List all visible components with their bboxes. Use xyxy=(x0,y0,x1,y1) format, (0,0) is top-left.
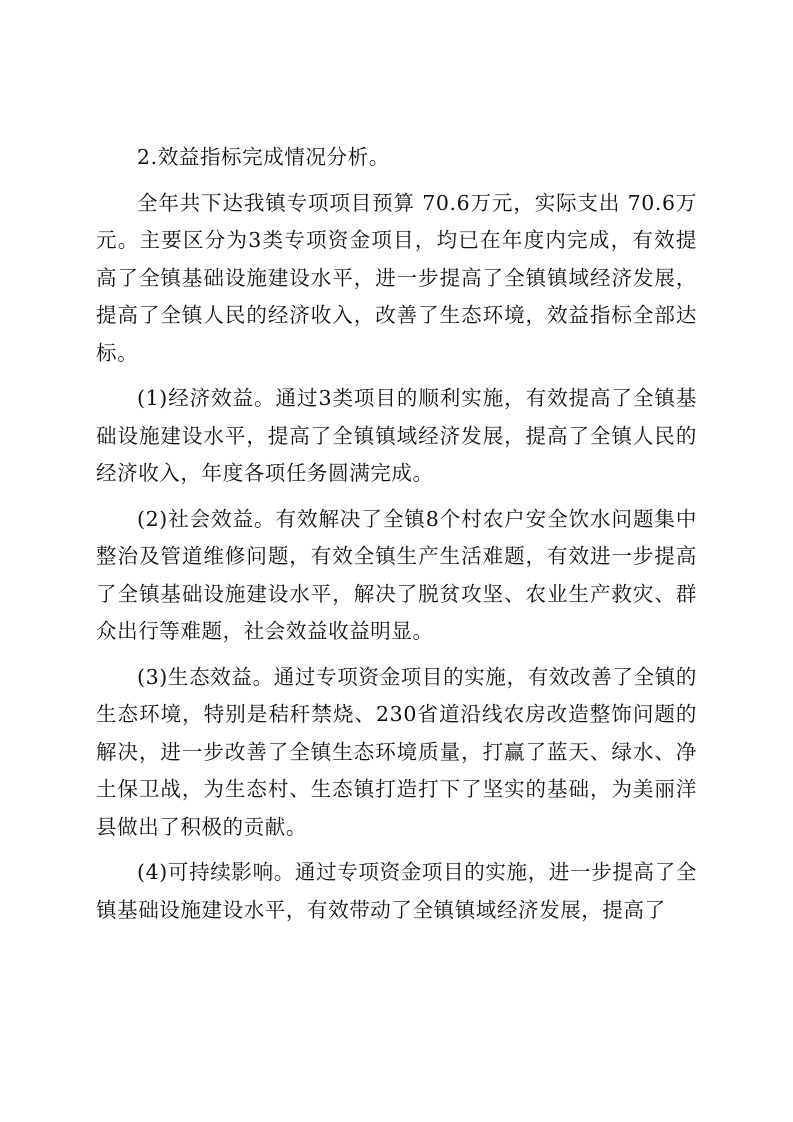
paragraph-ecological-benefit: (3)生态效益。通过专项资金项目的实施，有效改善了全镇的生态环境，特别是秸秆禁烧、230省道沿线农房改造整饰问题的解决，进一步改善了全镇生态环境质量，打赢了蓝天、绿水、净土保卫战，为生态村、生态镇打造打下了坚实的基础，为美丽洋县做出了积极的贡献。 xyxy=(96,664,697,839)
paragraph-sustainable-impact: (4)可持续影响。通过专项资金项目的实施，进一步提高了全镇基础设施建设水平，有效带动了全镇镇域经济发展，提高了 xyxy=(96,860,697,922)
section-heading: 2.效益指标完成情况分析。 xyxy=(137,145,390,169)
paragraph-social-benefit: (2)社会效益。有效解决了全镇8个村农户安全饮水问题集中整治及管道维修问题，有效全镇生产生活难题，有效进一步提高了全镇基础设施建设水平，解决了脱贫攻坚、农业生产救灾、群众出行等难题，社会效益收益明显。 xyxy=(96,506,697,643)
paragraph-economic-benefit: (1)经济效益。通过3类项目的顺利实施，有效提高了全镇基础设施建设水平，提高了全镇镇域经济发展，提高了全镇人民的经济收入，年度各项任务圆满完成。 xyxy=(96,386,697,485)
paragraph-summary: 全年共下达我镇专项项目预算 70.6万元，实际支出 70.6万元。主要区分为3类专项资金项目，均已在年度内完成，有效提高了全镇基础设施建设水平，进一步提高了全镇镇域经济发展，提高了全镇人民的经济收入，改善了生态环境，效益指标全部达标。 xyxy=(96,190,697,365)
document-body xyxy=(96,139,697,929)
